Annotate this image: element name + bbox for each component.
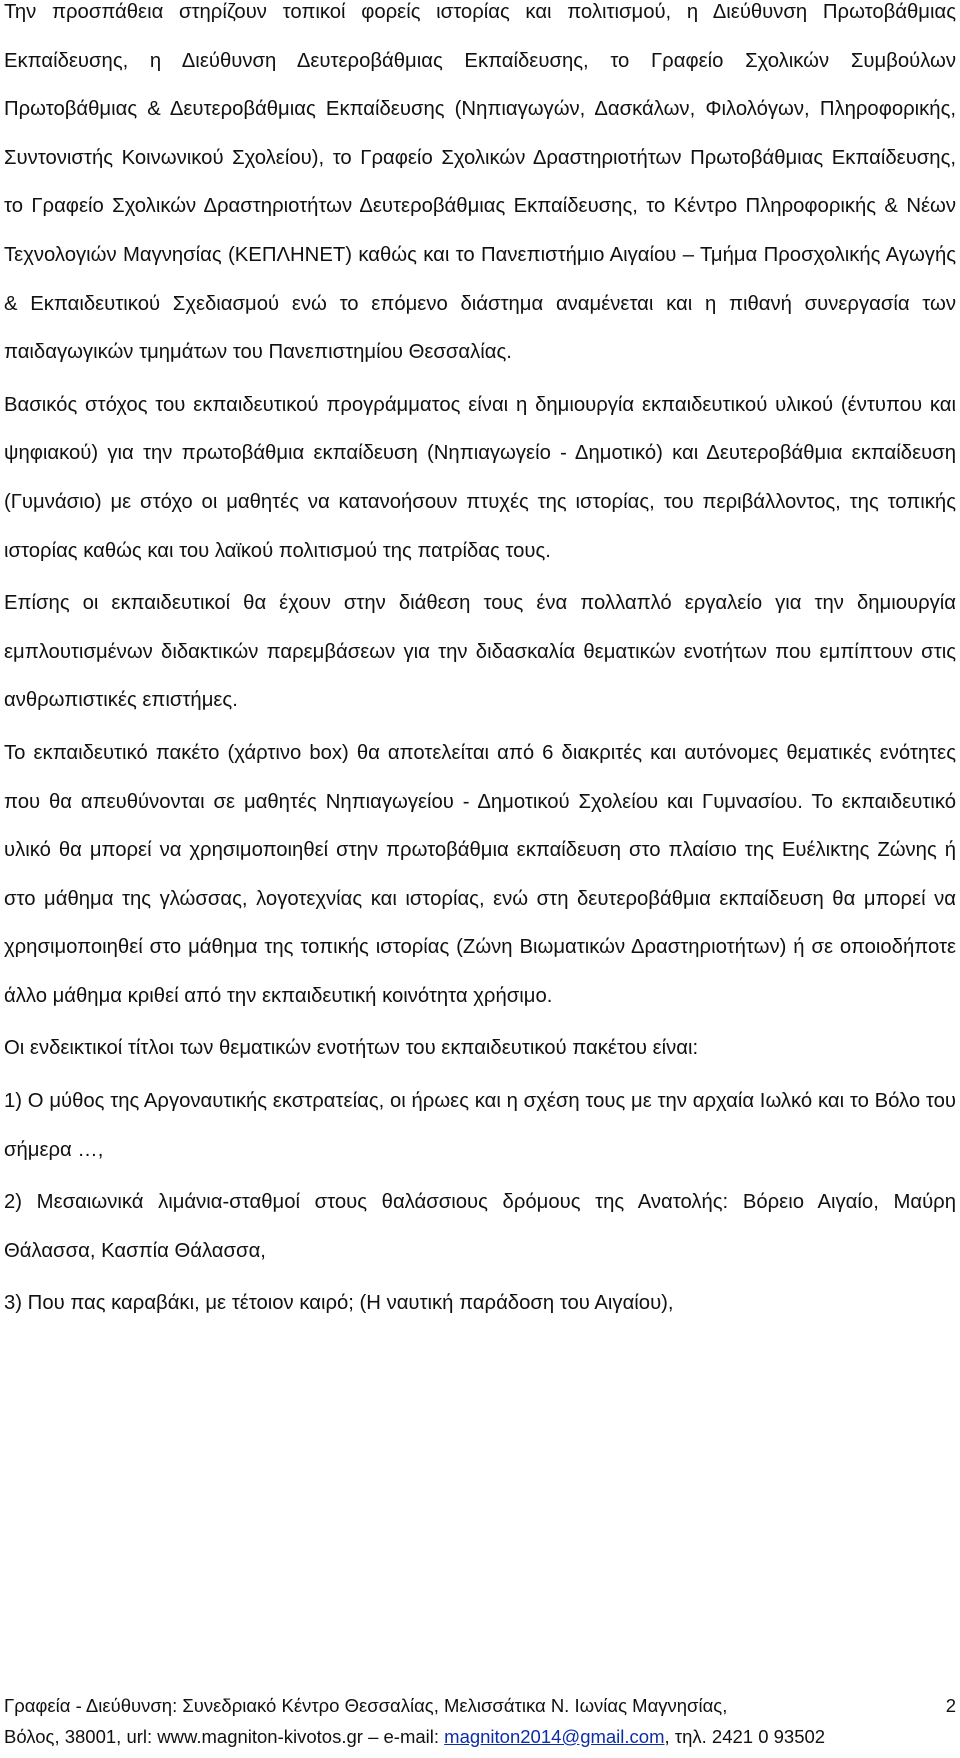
document-body — [4, 0, 956, 1332]
footer-contact-prefix: Βόλος, 38001, url: www.magniton-kivotos.gr – e-mail: — [4, 1726, 445, 1747]
footer-contact-suffix: , τηλ. 2421 0 93502 — [664, 1726, 826, 1747]
paragraph-supporters: Την προσπάθεια στηρίζουν τοπικοί φορείς ιστορίας και πολιτισμού, η Διεύθυνση Πρωτοβάθμιας Εκπαίδευσης, η Διεύθυνση Δευτεροβάθμιας Εκπαίδευσης, το Γραφείο Σχολικών Συμβούλων Πρωτοβάθμιας & Δευτεροβάθμιας Εκπαίδευσης (Νηπιαγωγών, Δασκάλων, Φιλολόγων, Πληροφορικής, Συντονιστής Κοινωνικού Σχολείου), το Γραφείο Σχολικών Δραστηριοτήτων Πρωτοβάθμιας Εκπαίδευσης, το Γραφείο Σχολικών Δραστηριοτήτων Δευτεροβάθμιας Εκπαίδευσης, το Κέντρο Πληροφορικής & Νέων Τεχνολογιών Μαγνησίας (ΚΕΠΛΗΝΕΤ) καθώς και το Πανεπιστήμιο Αιγαίου – Τμήμα Προσχολικής Αγωγής & Εκπαιδευτικού Σχεδιασμού ενώ το επόμενο διάστημα αναμένεται και η πιθανή συνεργασία των παιδαγωγικών τμημάτων του Πανεπιστημίου Θεσσαλίας. — [4, 1, 956, 364]
list-item-medieval-ports: 2) Μεσαιωνικά λιμάνια-σταθμοί στους θαλάσσιους δρόμους της Ανατολής: Βόρειο Αιγαίο, Μαύρη Θάλασσα, Κασπία Θάλασσα, — [4, 1191, 956, 1262]
page-number: 2 — [945, 1695, 956, 1716]
footer-address: Γραφεία - Διεύθυνση: Συνεδριακό Κέντρο Θεσσαλίας, Μελισσάτικα Ν. Ιωνίας Μαγνησίας, — [4, 1695, 728, 1716]
footer-address-line — [4, 1693, 956, 1719]
list-item-naval-tradition: 3) Που πας καραβάκι, με τέτοιον καιρό; (Η ναυτική παράδοση του Αιγαίου), — [4, 1292, 674, 1315]
footer-contact-line — [4, 1724, 956, 1750]
paragraph-teacher-tool: Επίσης οι εκπαιδευτικοί θα έχουν στην διάθεση τους ένα πολλαπλό εργαλείο για την δημιουργία εμπλουτισμένων διδακτικών παρεμβάσεων για την διδασκαλία θεματικών ενοτήτων που εμπίπτουν στις ανθρωπιστικές επιστήμες. — [4, 592, 956, 712]
email-link[interactable]: magniton2014@gmail.com — [444, 1726, 665, 1747]
paragraph-main-goal: Βασικός στόχος του εκπαιδευτικού προγράμματος είναι η δημιουργία εκπαιδευτικού υλικού (έντυπου και ψηφιακού) για την πρωτοβάθμια εκπαίδευση (Νηπιαγωγείο - Δημοτικό) και Δευτεροβάθμια εκπαίδευση (Γυμνάσιο) με στόχο οι μαθητές να κατανοήσουν πτυχές της ιστορίας, του περιβάλλοντος, της τοπικής ιστορίας καθώς και του λαϊκού πολιτισμού της πατρίδας τους. — [4, 393, 956, 562]
list-item-argonauts: 1) Ο μύθος της Αργοναυτικής εκστρατείας, οι ήρωες και η σχέση τους με την αρχαία Ιωλκό και το Βόλο του σήμερα …, — [4, 1090, 956, 1161]
paragraph-titles-intro: Οι ενδεικτικοί τίτλοι των θεματικών ενοτήτων του εκπαιδευτικού πακέτου είναι: — [4, 1037, 699, 1060]
paragraph-package-description: Το εκπαιδευτικό πακέτο (χάρτινο box) θα αποτελείται από 6 διακριτές και αυτόνομες θεματικές ενότητες που θα απευθύνονται σε μαθητές Νηπιαγωγείου - Δημοτικού Σχολείου και Γυμνασίου. Το εκπαιδευτικό υλικό θα μπορεί να χρησιμοποιηθεί στην πρωτοβάθμια εκπαίδευση στο πλαίσιο της Ευέλικτης Ζώνης ή στο μάθημα της γλώσσας, λογοτεχνίας και ιστορίας, ενώ στη δευτεροβάθμια εκπαίδευση θα μπορεί να χρησιμοποιηθεί στο μάθημα της τοπικής ιστορίας (Ζώνη Βιωματικών Δραστηριοτήτων) ή σε οποιοδήποτε άλλο μάθημα κριθεί από την εκπαιδευτική κοινότητα χρήσιμο. — [4, 741, 956, 1007]
